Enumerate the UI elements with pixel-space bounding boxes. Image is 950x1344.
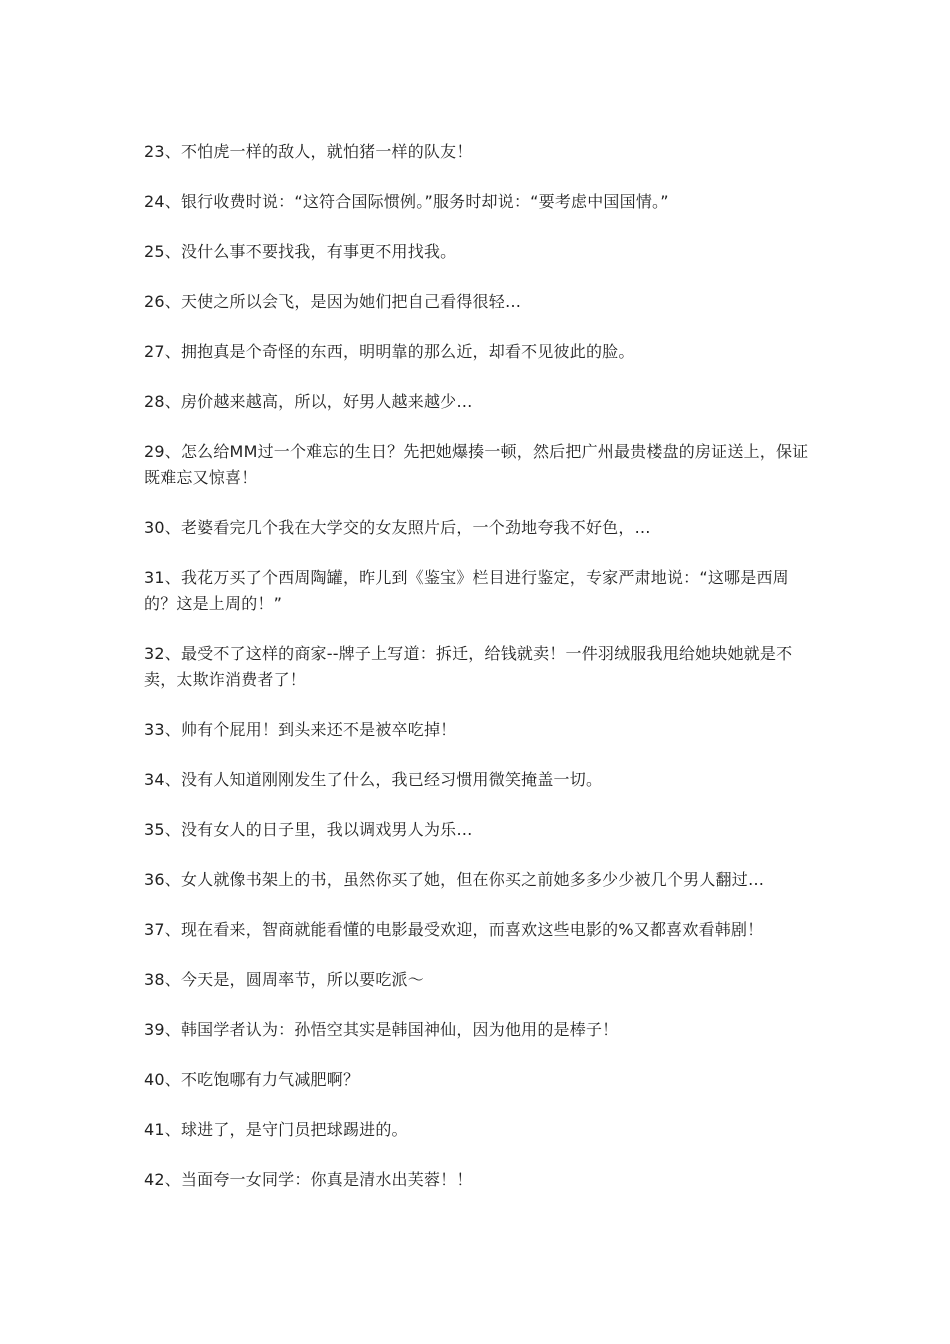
- list-item: 42、当面夸一女同学：你真是清水出芙蓉！！: [144, 1170, 473, 1189]
- list-item: 34、没有人知道刚刚发生了什么，我已经习惯用微笑掩盖一切。: [144, 770, 603, 789]
- list-item: 35、没有女人的日子里，我以调戏男人为乐…: [144, 820, 473, 839]
- list-item: 39、韩国学者认为：孙悟空其实是韩国神仙，因为他用的是棒子！: [144, 1020, 619, 1039]
- list-item: 36、女人就像书架上的书，虽然你买了她，但在你买之前她多多少少被几个男人翻过…: [144, 870, 765, 889]
- list-item: 38、今天是，圆周率节，所以要吃派～: [144, 970, 424, 989]
- list-item: 40、不吃饱哪有力气减肥啊？: [144, 1070, 360, 1089]
- list-item: 30、老婆看完几个我在大学交的女友照片后，一个劲地夸我不好色，…: [144, 518, 651, 537]
- joke-list: [144, 139, 809, 1217]
- list-item: 37、现在看来，智商就能看懂的电影最受欢迎，而喜欢这些电影的%又都喜欢看韩剧！: [144, 920, 764, 939]
- list-item: 32、最受不了这样的商家--牌子上写道：拆迁，给钱就卖！一件羽绒服我甩给她块她就是不卖，太欺诈消费者了！: [144, 644, 793, 689]
- list-item: 23、不怕虎一样的敌人，就怕猪一样的队友！: [144, 142, 473, 161]
- list-item: 31、我花万买了个西周陶罐，昨儿到《鉴宝》栏目进行鉴定，专家严肃地说：“这哪是西周的？这是上周的！”: [144, 568, 789, 613]
- list-item: 25、没什么事不要找我，有事更不用找我。: [144, 242, 457, 261]
- list-item: 41、球进了，是守门员把球踢进的。: [144, 1120, 408, 1139]
- list-item: 28、房价越来越高，所以，好男人越来越少…: [144, 392, 473, 411]
- list-item: 33、帅有个屁用！到头来还不是被卒吃掉！: [144, 720, 457, 739]
- list-item: 27、拥抱真是个奇怪的东西，明明靠的那么近，却看不见彼此的脸。: [144, 342, 635, 361]
- list-item: 26、天使之所以会飞，是因为她们把自己看得很轻…: [144, 292, 522, 311]
- list-item: 24、银行收费时说：“这符合国际惯例。”服务时却说：“要考虑中国国情。”: [144, 192, 669, 211]
- list-item: 29、怎么给MM过一个难忘的生日？先把她爆揍一顿，然后把广州最贵楼盘的房证送上，保证既难忘又惊喜！: [144, 442, 809, 487]
